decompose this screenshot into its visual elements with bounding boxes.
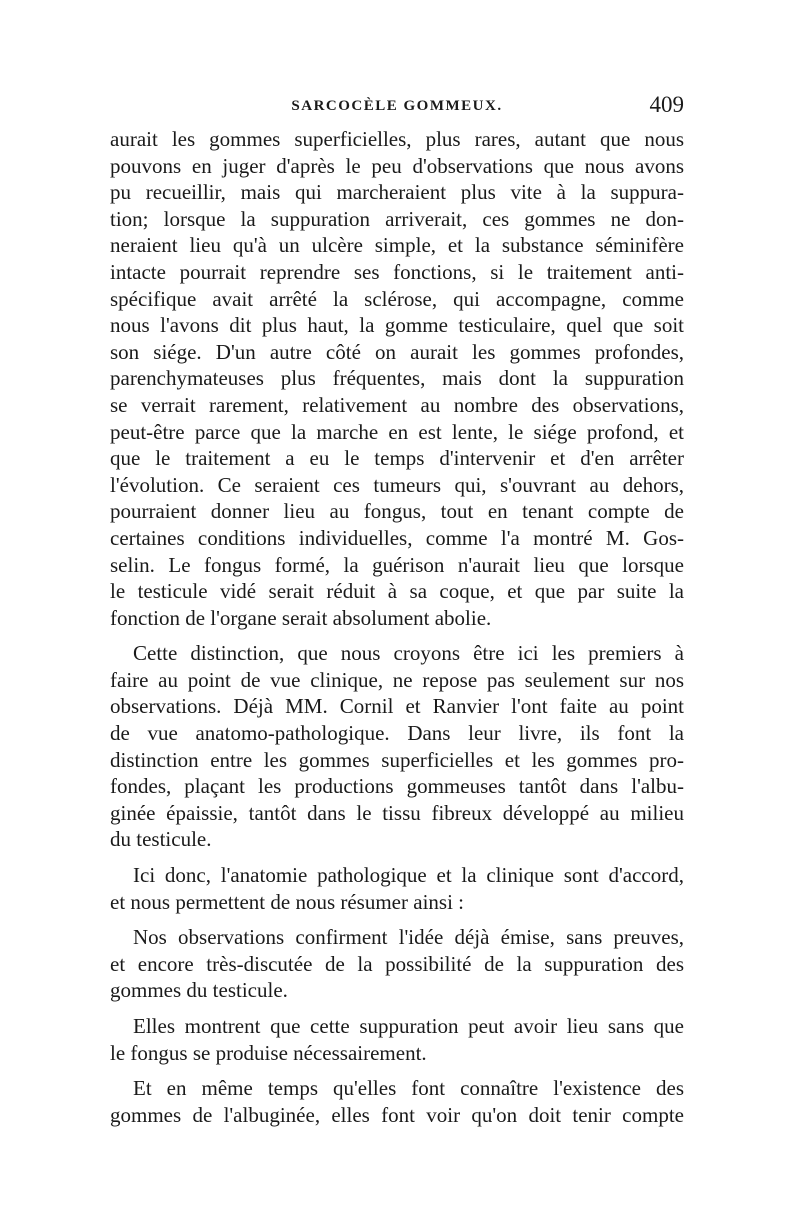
text-line: selin. Le fongus formé, la guérison n'aurait lieu que lorsque: [110, 552, 684, 577]
page-number: 409: [649, 92, 684, 117]
text-line: Nos observations confirment l'idée déjà émise, sans preuves,: [133, 925, 684, 950]
text-line: aurait les gommes superficielles, plus rares, autant que nous: [110, 127, 684, 151]
text-line: ginée épaissie, tantôt dans le tissu fibreux développé au milieu: [110, 800, 684, 825]
text-line: tion; lorsque la suppuration arriverait, ces gommes ne don-: [110, 206, 684, 231]
text-line: et nous permettent de nous résumer ainsi :: [110, 889, 464, 914]
text-line: pu recueillir, mais qui marcheraient plus vite à la suppura-: [110, 180, 684, 205]
text-line: Elles montrent que cette suppuration peut avoir lieu sans que: [133, 1014, 684, 1038]
text-line: intacte pourrait reprendre ses fonctions, si le traitement anti-: [110, 259, 684, 284]
paragraph: [110, 862, 684, 915]
text-line: se verrait rarement, relativement au nombre des observations,: [110, 392, 684, 417]
paragraph: [110, 1013, 684, 1066]
running-head: [110, 92, 684, 126]
running-title: SARCOCÈLE GOMMEUX.: [291, 98, 503, 114]
text-line: du testicule.: [110, 827, 212, 852]
text-line: Ici donc, l'anatomie pathologique et la clinique sont d'accord,: [133, 863, 684, 888]
paragraph: [110, 640, 684, 853]
paragraph: [110, 1075, 684, 1128]
text-line: et encore très-discutée de la possibilité de la suppuration des: [110, 951, 684, 976]
text-line: faire au point de vue clinique, ne repose pas seulement sur nos: [110, 667, 684, 692]
text-line: son siége. D'un autre côté on aurait les gommes profondes,: [110, 339, 684, 364]
text-line: fonction de l'organe serait absolument abolie.: [110, 605, 492, 630]
text-line: certaines conditions individuelles, comme l'a montré M. Gos-: [110, 525, 684, 550]
text-line: fondes, plaçant les productions gommeuses tantôt dans l'albu-: [110, 774, 684, 799]
text-line: parenchymateuses plus fréquentes, mais dont la suppuration: [110, 366, 684, 391]
text-line: l'évolution. Ce seraient ces tumeurs qui, s'ouvrant au dehors,: [110, 472, 684, 497]
paragraph: [110, 924, 684, 1004]
text-line: Et en même temps qu'elles font connaître l'existence des: [133, 1076, 684, 1101]
text-line: spécifique avait arrêté la sclérose, qui accompagne, comme: [110, 286, 684, 311]
text-line: peut-être parce que la marche en est lente, le siége profond, et: [110, 419, 684, 444]
text-line: gommes de l'albuginée, elles font voir qu'on doit tenir compte: [110, 1102, 684, 1127]
text-line: le fongus se produise nécessairement.: [110, 1040, 427, 1065]
body-text: [110, 126, 684, 1128]
text-line: que le traitement a eu le temps d'intervenir et d'en arrêter: [110, 446, 684, 471]
paragraph: [110, 126, 684, 631]
text-line: pourraient donner lieu au fongus, tout en tenant compte de: [110, 499, 684, 524]
text-line: Cette distinction, que nous croyons être ici les premiers à: [133, 641, 684, 666]
text-line: nous l'avons dit plus haut, la gomme testiculaire, quel que soit: [110, 313, 684, 338]
text-line: pouvons en juger d'après le peu d'observations que nous avons: [110, 153, 684, 178]
text-line: observations. Déjà MM. Cornil et Ranvier l'ont faite au point: [110, 694, 684, 719]
text-line: gommes du testicule.: [110, 978, 288, 1003]
text-line: neraient lieu qu'à un ulcère simple, et la substance séminifère: [110, 233, 684, 258]
text-line: le testicule vidé serait réduit à sa coque, et que par suite la: [110, 579, 684, 604]
text-line: de vue anatomo-pathologique. Dans leur livre, ils font la: [110, 721, 684, 746]
text-line: distinction entre les gommes superficielles et les gommes pro-: [110, 747, 684, 772]
